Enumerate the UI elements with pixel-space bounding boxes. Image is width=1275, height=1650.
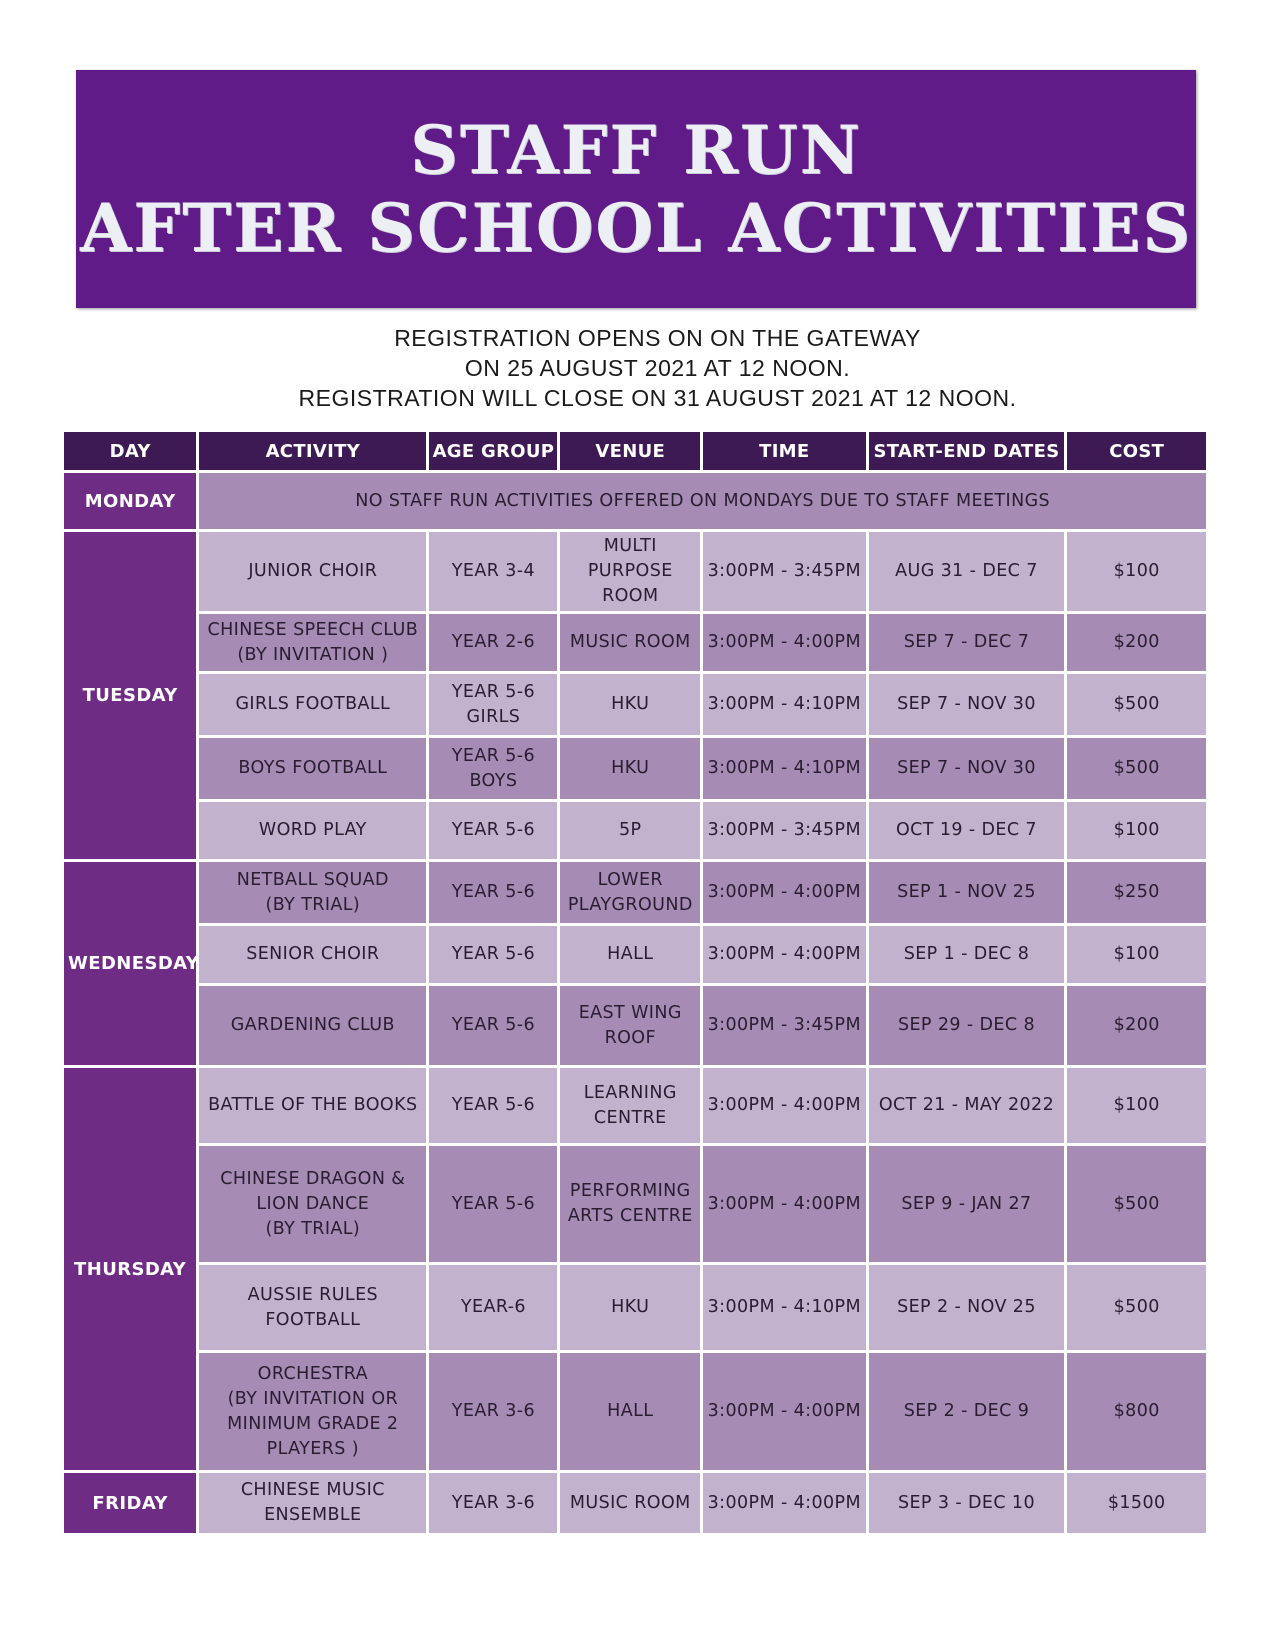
dates-cell: AUG 31 - DEC 7 xyxy=(869,532,1065,611)
venue-cell-line: ROOM xyxy=(602,586,659,606)
dates-cell: SEP 2 - NOV 25 xyxy=(869,1265,1065,1350)
age-group-cell xyxy=(429,532,557,611)
activity-cell xyxy=(199,1353,426,1470)
activity-cell-line: BATTLE OF THE BOOKS xyxy=(208,1095,418,1115)
time-cell: 3:00PM - 4:00PM xyxy=(703,1353,866,1470)
age-group-cell-line: YEAR 5-6 xyxy=(451,1193,536,1214)
time-cell: 3:00PM - 4:10PM xyxy=(703,1265,866,1350)
time-cell: 3:00PM - 4:00PM xyxy=(703,1473,866,1533)
venue-cell-line: HALL xyxy=(607,1401,654,1421)
age-group-cell-line: YEAR-6 xyxy=(460,1297,526,1317)
time-cell: 3:00PM - 4:00PM xyxy=(703,1068,866,1143)
cost-cell: $100 xyxy=(1067,926,1206,983)
age-group-cell xyxy=(429,926,557,983)
day-cell: THURSDAY xyxy=(64,1068,196,1470)
venue-cell-line: PLAYGROUND xyxy=(567,894,693,915)
notice-line-2: ON 25 AUGUST 2021 AT 12 NOON. xyxy=(464,355,851,381)
age-group-cell xyxy=(429,1473,557,1533)
cost-cell: $200 xyxy=(1067,986,1206,1065)
age-group-cell xyxy=(429,1265,557,1350)
activity-cell xyxy=(199,674,426,735)
day-cell: WEDNESDAY xyxy=(64,862,196,1065)
activity-cell-line: CHINESE SPEECH CLUB xyxy=(207,619,419,640)
activity-cell xyxy=(199,738,426,799)
table-row xyxy=(64,532,1206,611)
monday-notice: NO STAFF RUN ACTIVITIES OFFERED ON MONDAYS DUE TO STAFF MEETINGS xyxy=(199,473,1206,529)
age-group-cell-line: YEAR 5-6 xyxy=(451,944,536,964)
cost-cell: $500 xyxy=(1067,738,1206,799)
activity-cell-line: WORD PLAY xyxy=(258,820,367,840)
dates-cell: SEP 7 - NOV 30 xyxy=(869,674,1065,735)
time-cell: 3:00PM - 3:45PM xyxy=(703,802,866,859)
activity-cell-line: GARDENING CLUB xyxy=(230,1015,395,1035)
title-line-1: STAFF RUN xyxy=(410,111,862,189)
header-day: DAY xyxy=(64,432,196,470)
venue-cell-line: LEARNING xyxy=(583,1082,677,1103)
activity-cell xyxy=(199,862,426,923)
header-dates: START-END DATES xyxy=(869,432,1065,470)
table-row xyxy=(64,674,1206,735)
header-time: TIME xyxy=(703,432,866,470)
activity-cell-line: CHINESE MUSIC xyxy=(240,1480,385,1500)
age-group-cell-line: YEAR 5-6 xyxy=(451,1095,536,1115)
age-group-cell-line: YEAR 5-6 xyxy=(451,882,536,902)
age-group-cell xyxy=(429,862,557,923)
dates-cell: SEP 1 - NOV 25 xyxy=(869,862,1065,923)
time-cell: 3:00PM - 4:00PM xyxy=(703,1146,866,1262)
registration-notice xyxy=(0,323,1275,413)
table-row xyxy=(64,1265,1206,1350)
cost-cell: $500 xyxy=(1067,1265,1206,1350)
title-banner xyxy=(76,70,1196,308)
activity-cell xyxy=(199,1265,426,1350)
activity-cell xyxy=(199,532,426,611)
dates-cell: SEP 29 - DEC 8 xyxy=(869,986,1065,1065)
cost-cell: $1500 xyxy=(1067,1473,1206,1533)
dates-cell: SEP 3 - DEC 10 xyxy=(869,1473,1065,1533)
venue-cell-line: MUSIC ROOM xyxy=(569,632,691,652)
activity-cell-line: LION DANCE xyxy=(256,1193,370,1214)
notice-line-1: REGISTRATION OPENS ON ON THE GATEWAY xyxy=(394,325,921,351)
venue-cell-line: PURPOSE xyxy=(587,561,673,581)
day-cell: MONDAY xyxy=(64,473,196,529)
activity-cell-line: SENIOR CHOIR xyxy=(246,944,380,964)
activity-cell xyxy=(199,614,426,671)
age-group-cell-line: YEAR 2-6 xyxy=(451,632,536,652)
activity-cell-line: CHINESE DRAGON & xyxy=(220,1168,406,1189)
activity-cell-line: (BY TRIAL) xyxy=(265,894,361,915)
age-group-cell-line: YEAR 5-6 xyxy=(451,1015,536,1035)
activity-cell-line: BOYS FOOTBALL xyxy=(238,758,388,778)
activity-cell-line: AUSSIE RULES xyxy=(247,1284,379,1305)
age-group-cell-line: YEAR 5-6 xyxy=(451,745,536,766)
venue-cell xyxy=(560,1353,700,1470)
cost-cell: $500 xyxy=(1067,674,1206,735)
dates-cell: SEP 1 - DEC 8 xyxy=(869,926,1065,983)
venue-cell xyxy=(560,614,700,671)
activity-cell xyxy=(199,1473,426,1533)
time-cell: 3:00PM - 4:10PM xyxy=(703,674,866,735)
venue-cell-line: HKU xyxy=(611,758,650,778)
title-line-2: AFTER SCHOOL ACTIVITIES xyxy=(80,189,1192,267)
time-cell: 3:00PM - 4:00PM xyxy=(703,862,866,923)
cost-cell: $100 xyxy=(1067,532,1206,611)
cost-cell: $100 xyxy=(1067,802,1206,859)
table-row xyxy=(64,1146,1206,1262)
activity-cell-line: FOOTBALL xyxy=(265,1309,361,1330)
venue-cell-line: ARTS CENTRE xyxy=(567,1206,693,1226)
venue-cell xyxy=(560,1068,700,1143)
table-row xyxy=(64,614,1206,671)
venue-cell-line: ROOF xyxy=(604,1027,656,1048)
header-age-group: AGE GROUP xyxy=(429,432,557,470)
dates-cell: OCT 19 - DEC 7 xyxy=(869,802,1065,859)
table-row xyxy=(64,926,1206,983)
header-venue: VENUE xyxy=(560,432,700,470)
venue-cell-line: HALL xyxy=(607,944,654,964)
venue-cell-line: EAST WING xyxy=(578,1002,682,1023)
venue-cell xyxy=(560,1146,700,1262)
activity-cell-line: PLAYERS ) xyxy=(266,1438,359,1459)
age-group-cell xyxy=(429,986,557,1065)
time-cell: 3:00PM - 3:45PM xyxy=(703,986,866,1065)
venue-cell xyxy=(560,862,700,923)
venue-cell xyxy=(560,674,700,735)
dates-cell: SEP 7 - DEC 7 xyxy=(869,614,1065,671)
activity-cell xyxy=(199,1068,426,1143)
monday-row xyxy=(64,473,1206,529)
age-group-cell-line: YEAR 5-6 xyxy=(451,820,536,840)
age-group-cell xyxy=(429,1353,557,1470)
venue-cell-line: MULTI xyxy=(603,536,657,556)
dates-cell: SEP 2 - DEC 9 xyxy=(869,1353,1065,1470)
cost-cell: $500 xyxy=(1067,1146,1206,1262)
venue-cell xyxy=(560,532,700,611)
cost-cell: $200 xyxy=(1067,614,1206,671)
age-group-cell xyxy=(429,802,557,859)
time-cell: 3:00PM - 4:00PM xyxy=(703,926,866,983)
age-group-cell-line: GIRLS xyxy=(466,706,521,727)
header-cost: COST xyxy=(1067,432,1206,470)
venue-cell-line: MUSIC ROOM xyxy=(569,1492,691,1513)
table-row xyxy=(64,1353,1206,1470)
age-group-cell xyxy=(429,614,557,671)
venue-cell-line: 5P xyxy=(619,820,642,840)
activity-cell xyxy=(199,926,426,983)
activity-cell xyxy=(199,1146,426,1262)
age-group-cell xyxy=(429,674,557,735)
table-row xyxy=(64,862,1206,923)
activity-cell xyxy=(199,986,426,1065)
time-cell: 3:00PM - 3:45PM xyxy=(703,532,866,611)
activity-cell-line: NETBALL SQUAD xyxy=(236,869,389,890)
dates-cell: SEP 9 - JAN 27 xyxy=(869,1146,1065,1262)
venue-cell-line: PERFORMING xyxy=(569,1181,691,1201)
activity-cell xyxy=(199,802,426,859)
activity-cell-line: (BY INVITATION ) xyxy=(237,644,389,665)
table-row xyxy=(64,1068,1206,1143)
venue-cell xyxy=(560,802,700,859)
table-row xyxy=(64,986,1206,1065)
day-cell: TUESDAY xyxy=(64,532,196,859)
venue-cell-line: LOWER xyxy=(597,869,663,890)
venue-cell xyxy=(560,1473,700,1533)
cost-cell: $250 xyxy=(1067,862,1206,923)
age-group-cell xyxy=(429,1146,557,1262)
age-group-cell xyxy=(429,738,557,799)
venue-cell-line: HKU xyxy=(611,694,650,714)
time-cell: 3:00PM - 4:00PM xyxy=(703,614,866,671)
dates-cell: OCT 21 - MAY 2022 xyxy=(869,1068,1065,1143)
activity-cell-line: ENSEMBLE xyxy=(264,1505,362,1525)
activity-cell-line: (BY TRIAL) xyxy=(265,1218,361,1239)
time-cell: 3:00PM - 4:10PM xyxy=(703,738,866,799)
header-activity: ACTIVITY xyxy=(199,432,426,470)
activity-cell-line: ORCHESTRA xyxy=(257,1363,368,1384)
activity-cell-line: MINIMUM GRADE 2 xyxy=(227,1413,399,1434)
venue-cell xyxy=(560,986,700,1065)
venue-cell-line: CENTRE xyxy=(593,1107,667,1128)
activities-table xyxy=(64,432,1212,1533)
age-group-cell-line: YEAR 3-6 xyxy=(451,1492,536,1513)
venue-cell xyxy=(560,1265,700,1350)
age-group-cell-line: YEAR 3-4 xyxy=(451,561,536,581)
notice-line-3: REGISTRATION WILL CLOSE ON 31 AUGUST 2021 AT 12 NOON. xyxy=(298,385,1017,411)
table-header-row xyxy=(64,432,1206,470)
age-group-cell xyxy=(429,1068,557,1143)
age-group-cell-line: YEAR 5-6 xyxy=(451,681,536,702)
venue-cell-line: HKU xyxy=(611,1297,650,1317)
venue-cell xyxy=(560,926,700,983)
activity-cell-line: JUNIOR CHOIR xyxy=(248,561,378,581)
cost-cell: $800 xyxy=(1067,1353,1206,1470)
age-group-cell-line: YEAR 3-6 xyxy=(451,1401,536,1421)
dates-cell: SEP 7 - NOV 30 xyxy=(869,738,1065,799)
table-row xyxy=(64,738,1206,799)
day-cell: FRIDAY xyxy=(64,1473,196,1533)
age-group-cell-line: BOYS xyxy=(469,770,518,791)
table-row xyxy=(64,1473,1206,1533)
table-row xyxy=(64,802,1206,859)
activity-cell-line: (BY INVITATION OR xyxy=(227,1388,399,1409)
cost-cell: $100 xyxy=(1067,1068,1206,1143)
venue-cell xyxy=(560,738,700,799)
activity-cell-line: GIRLS FOOTBALL xyxy=(235,694,391,714)
